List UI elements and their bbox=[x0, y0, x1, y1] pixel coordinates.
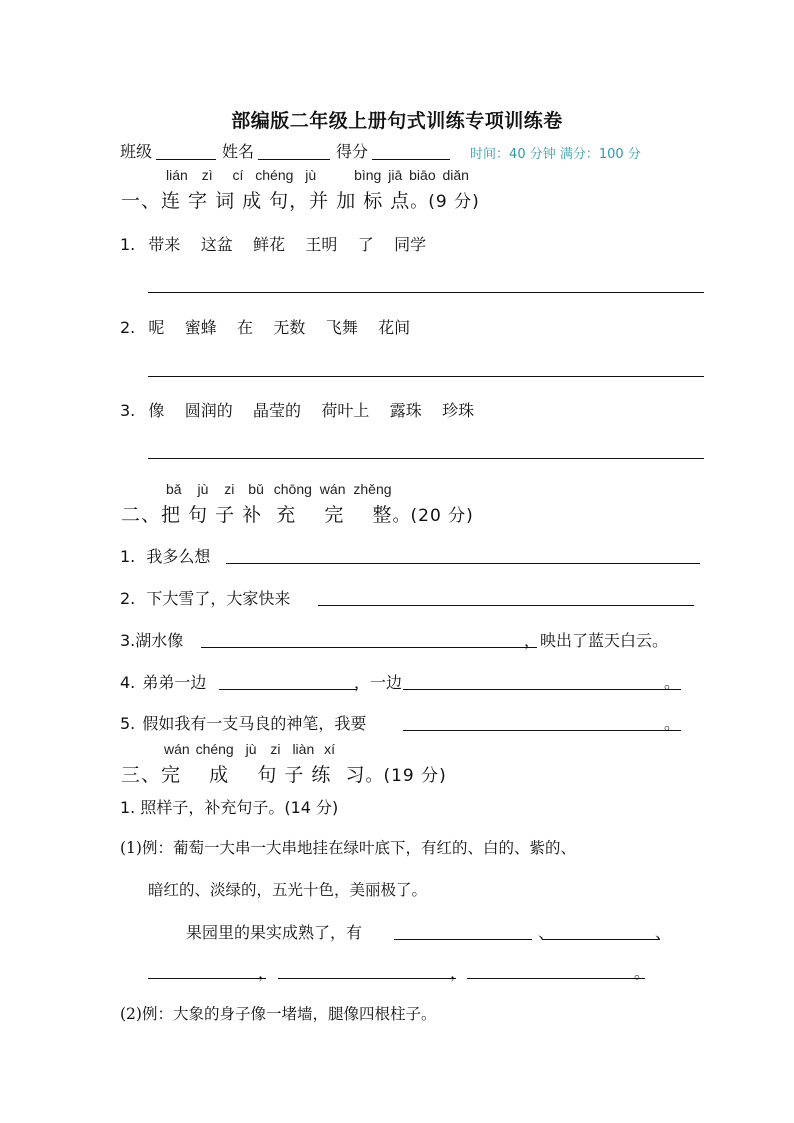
name-field[interactable] bbox=[258, 143, 330, 160]
separator: ， bbox=[450, 963, 467, 982]
answer-line[interactable] bbox=[148, 458, 704, 459]
pinyin: xí bbox=[324, 741, 336, 757]
answer-blank[interactable] bbox=[403, 689, 681, 690]
pinyin: chōng bbox=[273, 481, 312, 497]
separator: 、 bbox=[538, 923, 555, 942]
item-number: 2. bbox=[120, 589, 136, 608]
section1-pinyin bbox=[166, 167, 469, 183]
score-field[interactable] bbox=[372, 143, 450, 160]
answer-blank[interactable] bbox=[226, 563, 700, 564]
pinyin: chéng bbox=[255, 167, 294, 183]
pinyin: biāo bbox=[409, 167, 436, 183]
word-list: 带来 这盆 鲜花 王明 了 同学 bbox=[148, 235, 427, 254]
sentence-start: 我多么想 bbox=[146, 547, 211, 566]
item-number: 5. bbox=[120, 714, 136, 733]
name-label: 姓名 bbox=[222, 142, 255, 161]
time-score-info: 时间：40 分钟 满分：100 分 bbox=[470, 147, 641, 162]
pinyin: jù bbox=[245, 741, 257, 757]
student-info-row bbox=[120, 139, 641, 162]
pinyin: bǎ bbox=[166, 481, 182, 497]
sentence-start: 弟弟一边 bbox=[142, 673, 207, 692]
section3-heading bbox=[121, 760, 447, 787]
s2-item-5 bbox=[120, 711, 366, 734]
separator: 、 bbox=[655, 923, 672, 942]
s1-item-1 bbox=[120, 232, 426, 255]
answer-blank[interactable] bbox=[148, 978, 266, 979]
section2-pinyin bbox=[166, 481, 392, 497]
s2-item-4 bbox=[120, 670, 206, 693]
section-points: 。(20 分) bbox=[392, 506, 474, 526]
section2-heading bbox=[121, 500, 474, 527]
section-points: 。(19 分) bbox=[365, 766, 447, 786]
sentence-start: 湖水像 bbox=[135, 631, 184, 650]
answer-blank[interactable] bbox=[542, 939, 660, 940]
answer-line[interactable] bbox=[148, 376, 704, 377]
example-1-line-1: (1)例：葡萄一大串一大串地挂在绿叶底下，有红的、白的、紫的、 bbox=[120, 839, 576, 857]
section1-heading bbox=[121, 186, 480, 213]
pinyin: bìng bbox=[354, 167, 382, 183]
item-number: 3. bbox=[120, 401, 136, 420]
class-label: 班级 bbox=[120, 142, 153, 161]
section-title: 三、完 成 句 子 练 习 bbox=[121, 764, 366, 786]
pinyin: zhěng bbox=[353, 481, 392, 497]
section-points: 。(9 分) bbox=[410, 192, 480, 212]
pinyin: jiā bbox=[388, 167, 403, 183]
pinyin: zì bbox=[201, 167, 213, 183]
end-mark: 。 bbox=[634, 963, 651, 982]
answer-blank[interactable] bbox=[201, 647, 537, 648]
pinyin: liàn bbox=[292, 741, 315, 757]
item-number: 3. bbox=[120, 631, 136, 650]
section3-pinyin bbox=[164, 741, 335, 757]
answer-blank[interactable] bbox=[278, 978, 456, 979]
section-title: 一、连 字 词 成 句，并 加 标 点 bbox=[121, 190, 411, 212]
pinyin: wán bbox=[164, 741, 190, 757]
item-number: 1. bbox=[120, 235, 136, 254]
exercise-1-prompt: 果园里的果实成熟了，有 bbox=[186, 923, 363, 942]
sentence-start: 假如我有一支马良的神笔，我要 bbox=[142, 714, 367, 733]
class-field[interactable] bbox=[156, 143, 216, 160]
pinyin: zi bbox=[270, 741, 281, 757]
pinyin: wán bbox=[319, 481, 346, 497]
answer-blank[interactable] bbox=[394, 939, 532, 940]
score-label: 得分 bbox=[336, 142, 369, 161]
item-number: 1. bbox=[120, 547, 136, 566]
answer-blank[interactable] bbox=[318, 605, 694, 606]
s2-item-3 bbox=[120, 628, 183, 651]
pinyin: zi bbox=[224, 481, 235, 497]
word-list: 呢 蜜蜂 在 无数 飞舞 花间 bbox=[148, 318, 411, 337]
pinyin: jù bbox=[197, 481, 209, 497]
pinyin: chéng bbox=[195, 741, 234, 757]
s2-item-4-tail: 。 bbox=[664, 673, 681, 692]
pinyin: jù bbox=[305, 167, 317, 183]
section-title: 二、把 句 子 补 充 完 整 bbox=[121, 504, 393, 526]
separator: ， bbox=[258, 963, 275, 982]
pinyin: bǔ bbox=[248, 481, 264, 497]
page-title: 部编版二年级上册句式训练专项训练卷 bbox=[231, 110, 563, 132]
sentence-start: 下大雪了，大家快来 bbox=[146, 589, 291, 608]
s1-item-2 bbox=[120, 315, 410, 338]
s2-item-4-mid: ，一边 bbox=[354, 673, 403, 692]
answer-blank[interactable] bbox=[219, 689, 357, 690]
pinyin: lián bbox=[166, 167, 188, 183]
example-1-line-2: 暗红的、淡绿的，五光十色，美丽极了。 bbox=[148, 881, 428, 899]
item-number: 2. bbox=[120, 318, 136, 337]
item-number: 4. bbox=[120, 673, 136, 692]
answer-blank[interactable] bbox=[467, 978, 645, 979]
s2-item-3-tail: ，映出了蓝天白云。 bbox=[524, 631, 669, 650]
s3-question-1: 1. 照样子，补充句子。(14 分) bbox=[120, 798, 339, 817]
s1-item-3 bbox=[120, 398, 474, 421]
s2-item-5-tail: 。 bbox=[664, 714, 681, 733]
word-list: 像 圆润的 晶莹的 荷叶上 露珠 珍珠 bbox=[148, 401, 475, 420]
answer-blank[interactable] bbox=[403, 730, 681, 731]
example-2: (2)例：大象的身子像一堵墙，腿像四根柱子。 bbox=[120, 1005, 437, 1023]
s2-item-1 bbox=[120, 544, 210, 567]
s2-item-2 bbox=[120, 586, 290, 609]
pinyin: cí bbox=[232, 167, 244, 183]
pinyin: diǎn bbox=[442, 167, 469, 183]
answer-line[interactable] bbox=[148, 292, 704, 293]
